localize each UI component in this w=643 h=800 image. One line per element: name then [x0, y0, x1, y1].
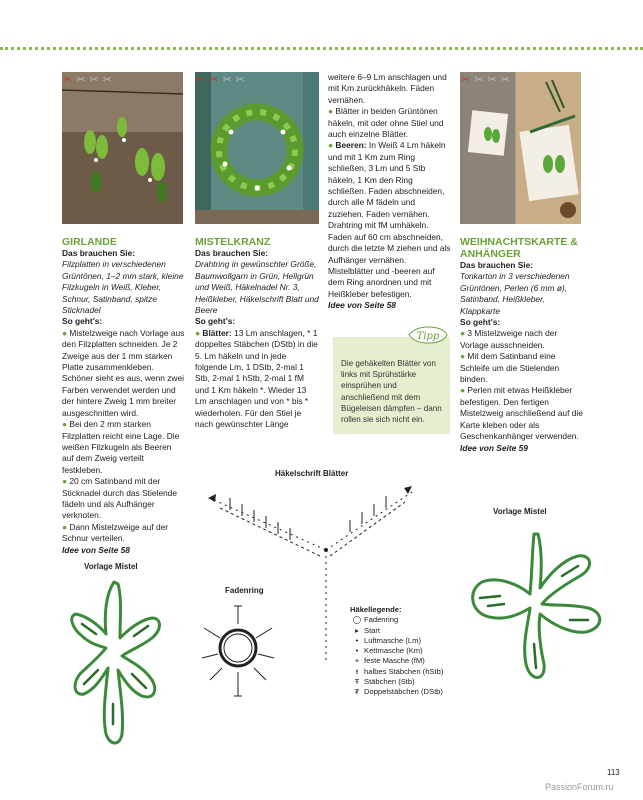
section-title: WEIHNACHTSKARTE & ANHÄNGER: [460, 236, 578, 260]
steps-label: So geht's:: [460, 317, 501, 328]
needle-icon: ✂: [89, 74, 99, 86]
source-reference: Idee von Seite 59: [460, 442, 528, 453]
legend-item: ŧ halbes Stäbchen (hStb): [355, 666, 444, 676]
legend-item: Ŧ Stäbchen (Stb): [354, 677, 415, 687]
legend-item: • Kettmasche (Km): [355, 646, 423, 656]
weihnachtskarte-photo: [460, 72, 581, 224]
step-item: ● Blätter: 13 Lm anschlagen, * 1 doppeltes Stäbchen (DStb) in die 5. Lm häkeln und in jede folgende Lm, 1 DStb, 2-mal 1 Stb, 2-mal 1 hStb, 2-mal 1 fM und 1 Km häkeln *. Wieder 13 Lm anschlagen und von * bis * wiederholen. Für den Stiel je nach gewünschter Länge: [195, 327, 318, 430]
needle-icon: ✂: [487, 74, 497, 86]
difficulty-icons-girlande: [63, 74, 112, 86]
needle-icon: ✂: [102, 74, 112, 86]
source-reference: Idee von Seite 58: [62, 544, 130, 555]
step-item: ● 3 Mistelzweige nach der Vorlage ausschneiden.: [460, 328, 558, 350]
needle-icon: ✂: [209, 74, 219, 86]
step-item: ● Mit dem Satinband eine Schleife um die Stielenden binden.: [460, 351, 560, 385]
step-item: ● Mistelzweige nach Vorlage aus den Filzplatten schneiden. Je 2 Zweige aus der 1 mm starken Platte zusammenkleben. Schöner sieht es aus, wenn zwei Farben verwendet werden und der hintere Zweig 1 mm breiter ausgeschnitten wird.: [62, 327, 185, 418]
needs-text: Tonkarton in 3 verschiedenen Grüntönen, Perlen (6 mm ø), Satinband, Heißkleber, Klappkarte: [460, 271, 570, 316]
steps-label: So geht's:: [62, 316, 103, 327]
scissors-icon: ✂: [461, 74, 471, 86]
diagram-title-blaetter: Häkelschrift Blätter: [275, 469, 349, 478]
step-continued: weitere 6–9 Lm anschlagen und mit Km zurückhäkeln. Fäden vernähen.: [328, 72, 447, 105]
diagram-title-fadenring: Fadenring: [225, 586, 264, 595]
step-item: ● 20 cm Satinband mit der Sticknadel durch das Stielende fädeln und als Aufhänger verknoten.: [62, 476, 177, 521]
source-reference: Idee von Seite 58: [328, 300, 396, 311]
template-title-left: Vorlage Mistel: [84, 562, 138, 571]
step-item: ● Perlen mit etwas Heißkleber befestigen. Den fertigen Mistelzweig anschließend auf die Karte kleben oder als Geschenkanhänger verwenden.: [460, 385, 583, 442]
needle-icon: ✂: [500, 74, 510, 86]
template-title-right: Vorlage Mistel: [493, 507, 547, 516]
difficulty-icons-kranz: [196, 74, 245, 86]
crochet-chart-ring: [198, 598, 278, 702]
needle-icon: ✂: [235, 74, 245, 86]
legend-item: ▸ Start: [355, 625, 381, 635]
mistletoe-template-right: [460, 524, 610, 694]
girlande-section: [62, 236, 185, 556]
steps-label: So geht's:: [195, 316, 236, 327]
needs-label: Das brauchen Sie:: [195, 248, 269, 258]
needs-text: Filzplatten in verschiedenen Grüntönen, 1–2 mm stark, kleine Filzkugeln in Weiß, Kleber, Schnur, Satinband, spitze Sticknadel: [62, 259, 184, 316]
tip-badge: [405, 324, 451, 346]
scissors-icon: ✂: [63, 74, 73, 86]
page-number: 113: [607, 768, 620, 777]
step-item: ● Dann Mistelzweige auf der Schnur verteilen.: [62, 521, 169, 544]
watermark: PassionForum.ru: [545, 782, 614, 792]
legend-item: • Luftmasche (Lm): [355, 635, 421, 645]
needs-text: Drahtring in gewünschter Größe, Baumwollgarn in Grün, Hellgrün und Weiß, Häkelnadel Nr. 3, Heißkleber, Häkelschrift Blatt und Beere: [195, 259, 319, 316]
mistelkranz-continued: [328, 72, 451, 312]
tip-text: Die gehäkelten Blätter von links mit Sprühstärke einsprühen und anschließend mit dem Bügeleisen dämpfen – dann rollen sie sich nicht ein.: [341, 359, 442, 425]
legend-item: + feste Masche (fM): [354, 656, 425, 666]
needs-label: Das brauchen Sie:: [460, 260, 534, 270]
girlande-photo: [62, 72, 183, 224]
crochet-legend: [350, 605, 443, 698]
mistletoe-template-left: [58, 574, 176, 754]
needle-icon: ✂: [76, 74, 86, 86]
step-item: ● Blätter in beiden Grüntönen häkeln, mit oder ohne Stiel und auch einzelne Blätter.: [328, 106, 444, 140]
mistelkranz-section: [195, 236, 320, 431]
step-item: ● Beeren: In Weiß 4 Lm häkeln und mit 1 Km zum Ring schließen, 3 Lm und 5 Stb häkeln, 1 Km den Ring schließen. Faden abschneiden, durch alle M fädeln und zuziehen. Faden vernähen. Drahtring mit fM umhäkeln. Faden auf 60 cm abschneiden, durch die letzte M ziehen und als Aufhänger vernähen. Mistelblätter und -beeren auf dem Ring anordnen und mit Heißkleber befestigen.: [328, 140, 451, 299]
legend-item: ₮ Doppelstäbchen (DStb): [354, 687, 443, 697]
legend-title: Häkellegende:: [350, 605, 402, 614]
difficulty-icons-karte: [461, 74, 510, 86]
scissors-icon: ✂: [196, 74, 206, 86]
needs-label: Das brauchen Sie:: [62, 248, 136, 258]
tip-title: Tipp: [416, 331, 440, 342]
mistelkranz-photo: [195, 72, 319, 224]
needle-icon: ✂: [222, 74, 232, 86]
legend-item: ◯ Fadenring: [352, 615, 399, 625]
needle-icon: ✂: [474, 74, 484, 86]
step-item: ● Bei den 2 mm starken Filzplatten reicht eine Lage. Die weißen Filzkugeln als Beeren auf dem Zweig verteilt festkleben.: [62, 419, 180, 475]
section-title: MISTELKRANZ: [195, 236, 271, 248]
top-dotted-rule: [0, 47, 643, 50]
weihnachtskarte-section: [460, 236, 584, 454]
section-title: GIRLANDE: [62, 236, 117, 248]
